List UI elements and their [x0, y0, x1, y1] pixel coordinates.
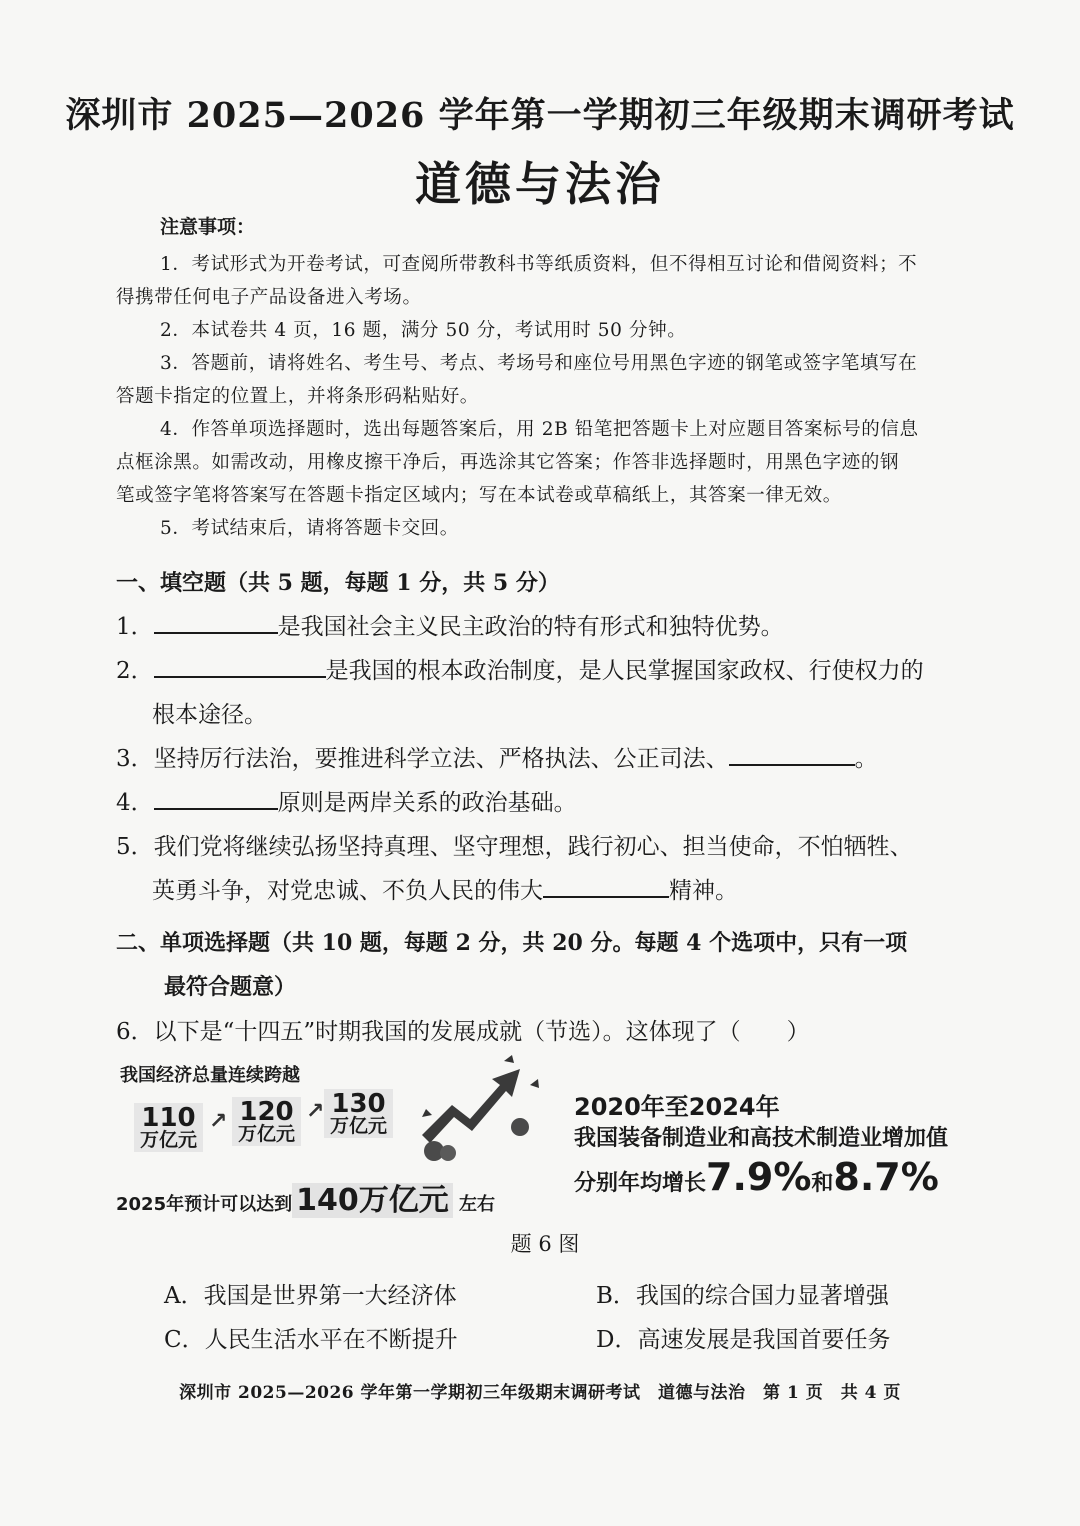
question-number: 5． [116, 834, 154, 860]
answer-blank[interactable] [543, 876, 669, 898]
question-5-continued [152, 872, 738, 905]
notice-line: 5．考试结束后，请将答题卡交回。 [160, 518, 459, 539]
question-text: 是我国社会主义民主政治的特有形式和独特优势。 [277, 614, 784, 640]
manufacturing-period: 2020年至2024年 [574, 1093, 780, 1121]
question-5 [116, 828, 913, 861]
notice-line: 1．考试形式为开卷考试，可查阅所带教科书等纸质资料，但不得相互讨论和借阅资料；不 [160, 254, 918, 275]
question-text: 。 [854, 746, 878, 772]
gdp-value: 130 [331, 1089, 386, 1119]
section2-heading-continued: 最符合题意） [164, 974, 297, 1000]
section2-heading: 二、单项选择题（共 10 题，每题 2 分，共 20 分。每题 4 个选项中，只有一项 [116, 930, 908, 956]
answer-blank[interactable] [154, 788, 278, 810]
section1-heading: 一、填空题（共 5 题，每题 1 分，共 5 分） [116, 570, 560, 596]
question-number: 2． [116, 658, 154, 684]
option-d[interactable]: D．高速发展是我国首要任务 [596, 1327, 891, 1353]
question-6-figure [112, 1055, 972, 1218]
question-4 [116, 784, 577, 817]
question-text: 坚持厉行法治，要推进科学立法、严格执法、公正司法、 [153, 746, 729, 772]
question-number: 6． [116, 1019, 154, 1045]
up-arrow-icon: ↗ [209, 1109, 228, 1134]
notice-line: 4．作答单项选择题时，选出每题答案后，用 2B 铅笔把答题卡上对应题目答案标号的信息 [160, 419, 919, 440]
question-text: 英勇斗争，对党忠诚、不负人民的伟大 [152, 878, 543, 904]
gdp-milestone-110 [134, 1103, 203, 1152]
notice-line: 3．答题前，请将姓名、考生号、考点、考场号和座位号用黑色字迹的钢笔或签字笔填写在 [160, 353, 918, 374]
up-arrow-icon: ↗ [306, 1099, 325, 1124]
answer-blank[interactable] [729, 744, 855, 766]
option-a[interactable]: A．我国是世界第一大经济体 [164, 1283, 457, 1309]
manufacturing-growth [574, 1155, 939, 1199]
question-1 [116, 608, 784, 641]
gdp-milestone-120 [232, 1097, 301, 1146]
gdp-value: 120 [239, 1097, 294, 1127]
answer-blank[interactable] [154, 612, 278, 634]
gdp-unit: 万亿元 [330, 1115, 388, 1137]
option-c[interactable]: C．人民生活水平在不断提升 [164, 1327, 458, 1353]
question-text: 精神。 [669, 878, 738, 904]
question-number: 1． [116, 614, 154, 640]
notice-heading: 注意事项： [160, 216, 256, 238]
notice-line: 点框涂黑。如需改动，用橡皮擦干净后，再选涂其它答案；作答非选择题时，用黑色字迹的钢 [116, 452, 900, 473]
question-stem: 以下是“十四五”时期我国的发展成就（节选）。这体现了（ ） [153, 1019, 810, 1045]
forecast-prefix: 2025年预计可以达到 [116, 1194, 293, 1215]
growth-rate-hightech: 8.7% [833, 1155, 939, 1199]
page-footer: 深圳市 2025—2026 学年第一学期初三年级期末调研考试 道德与法治 第 1 页 共 4 页 [179, 1383, 901, 1403]
manufacturing-subject: 我国装备制造业和高技术制造业增加值 [574, 1126, 949, 1151]
figure-caption: 题 6 图 [510, 1232, 580, 1256]
growth-chart-icon [412, 1055, 542, 1165]
question-number: 3． [116, 746, 154, 772]
question-3 [116, 740, 878, 773]
question-2-continued: 根本途径。 [152, 702, 267, 728]
gdp-value: 110 [141, 1103, 196, 1133]
growth-rate-equipment: 7.9% [706, 1155, 812, 1199]
question-text: 我们党将继续弘扬坚持真理、坚守理想，践行初心、担当使命，不怕牺牲、 [153, 834, 913, 860]
growth-and: 和 [811, 1171, 834, 1196]
exam-title: 深圳市 2025—2026 学年第一学期初三年级期末调研考试 [65, 95, 1015, 136]
option-b[interactable]: B．我国的综合国力显著增强 [596, 1283, 889, 1309]
gdp-milestone-130 [324, 1089, 393, 1138]
gdp-unit: 万亿元 [238, 1123, 296, 1145]
forecast-value: 140万亿元 [292, 1183, 453, 1218]
question-text: 是我国的根本政治制度，是人民掌握国家政权、行使权力的 [325, 658, 924, 684]
question-2 [116, 652, 924, 685]
notice-line: 2．本试卷共 4 页，16 题，满分 50 分，考试用时 50 分钟。 [160, 320, 687, 341]
gdp-forecast [116, 1175, 495, 1219]
answer-blank[interactable] [154, 656, 326, 678]
forecast-suffix: 左右 [459, 1194, 496, 1215]
question-6 [116, 1013, 810, 1046]
growth-prefix: 分别年均增长 [574, 1171, 707, 1196]
notice-line: 得携带任何电子产品设备进入考场。 [116, 287, 422, 308]
gdp-unit: 万亿元 [140, 1129, 198, 1151]
question-number: 4． [116, 790, 154, 816]
notice-line: 答题卡指定的位置上，并将条形码粘贴好。 [116, 386, 479, 407]
notice-line: 笔或签字笔将答案写在答题卡指定区域内；写在本试卷或草稿纸上，其答案一律无效。 [116, 485, 842, 506]
question-text: 原则是两岸关系的政治基础。 [277, 790, 577, 816]
gdp-heading: 我国经济总量连续跨越 [120, 1065, 300, 1086]
subject-title: 道德与法治 [415, 157, 665, 211]
